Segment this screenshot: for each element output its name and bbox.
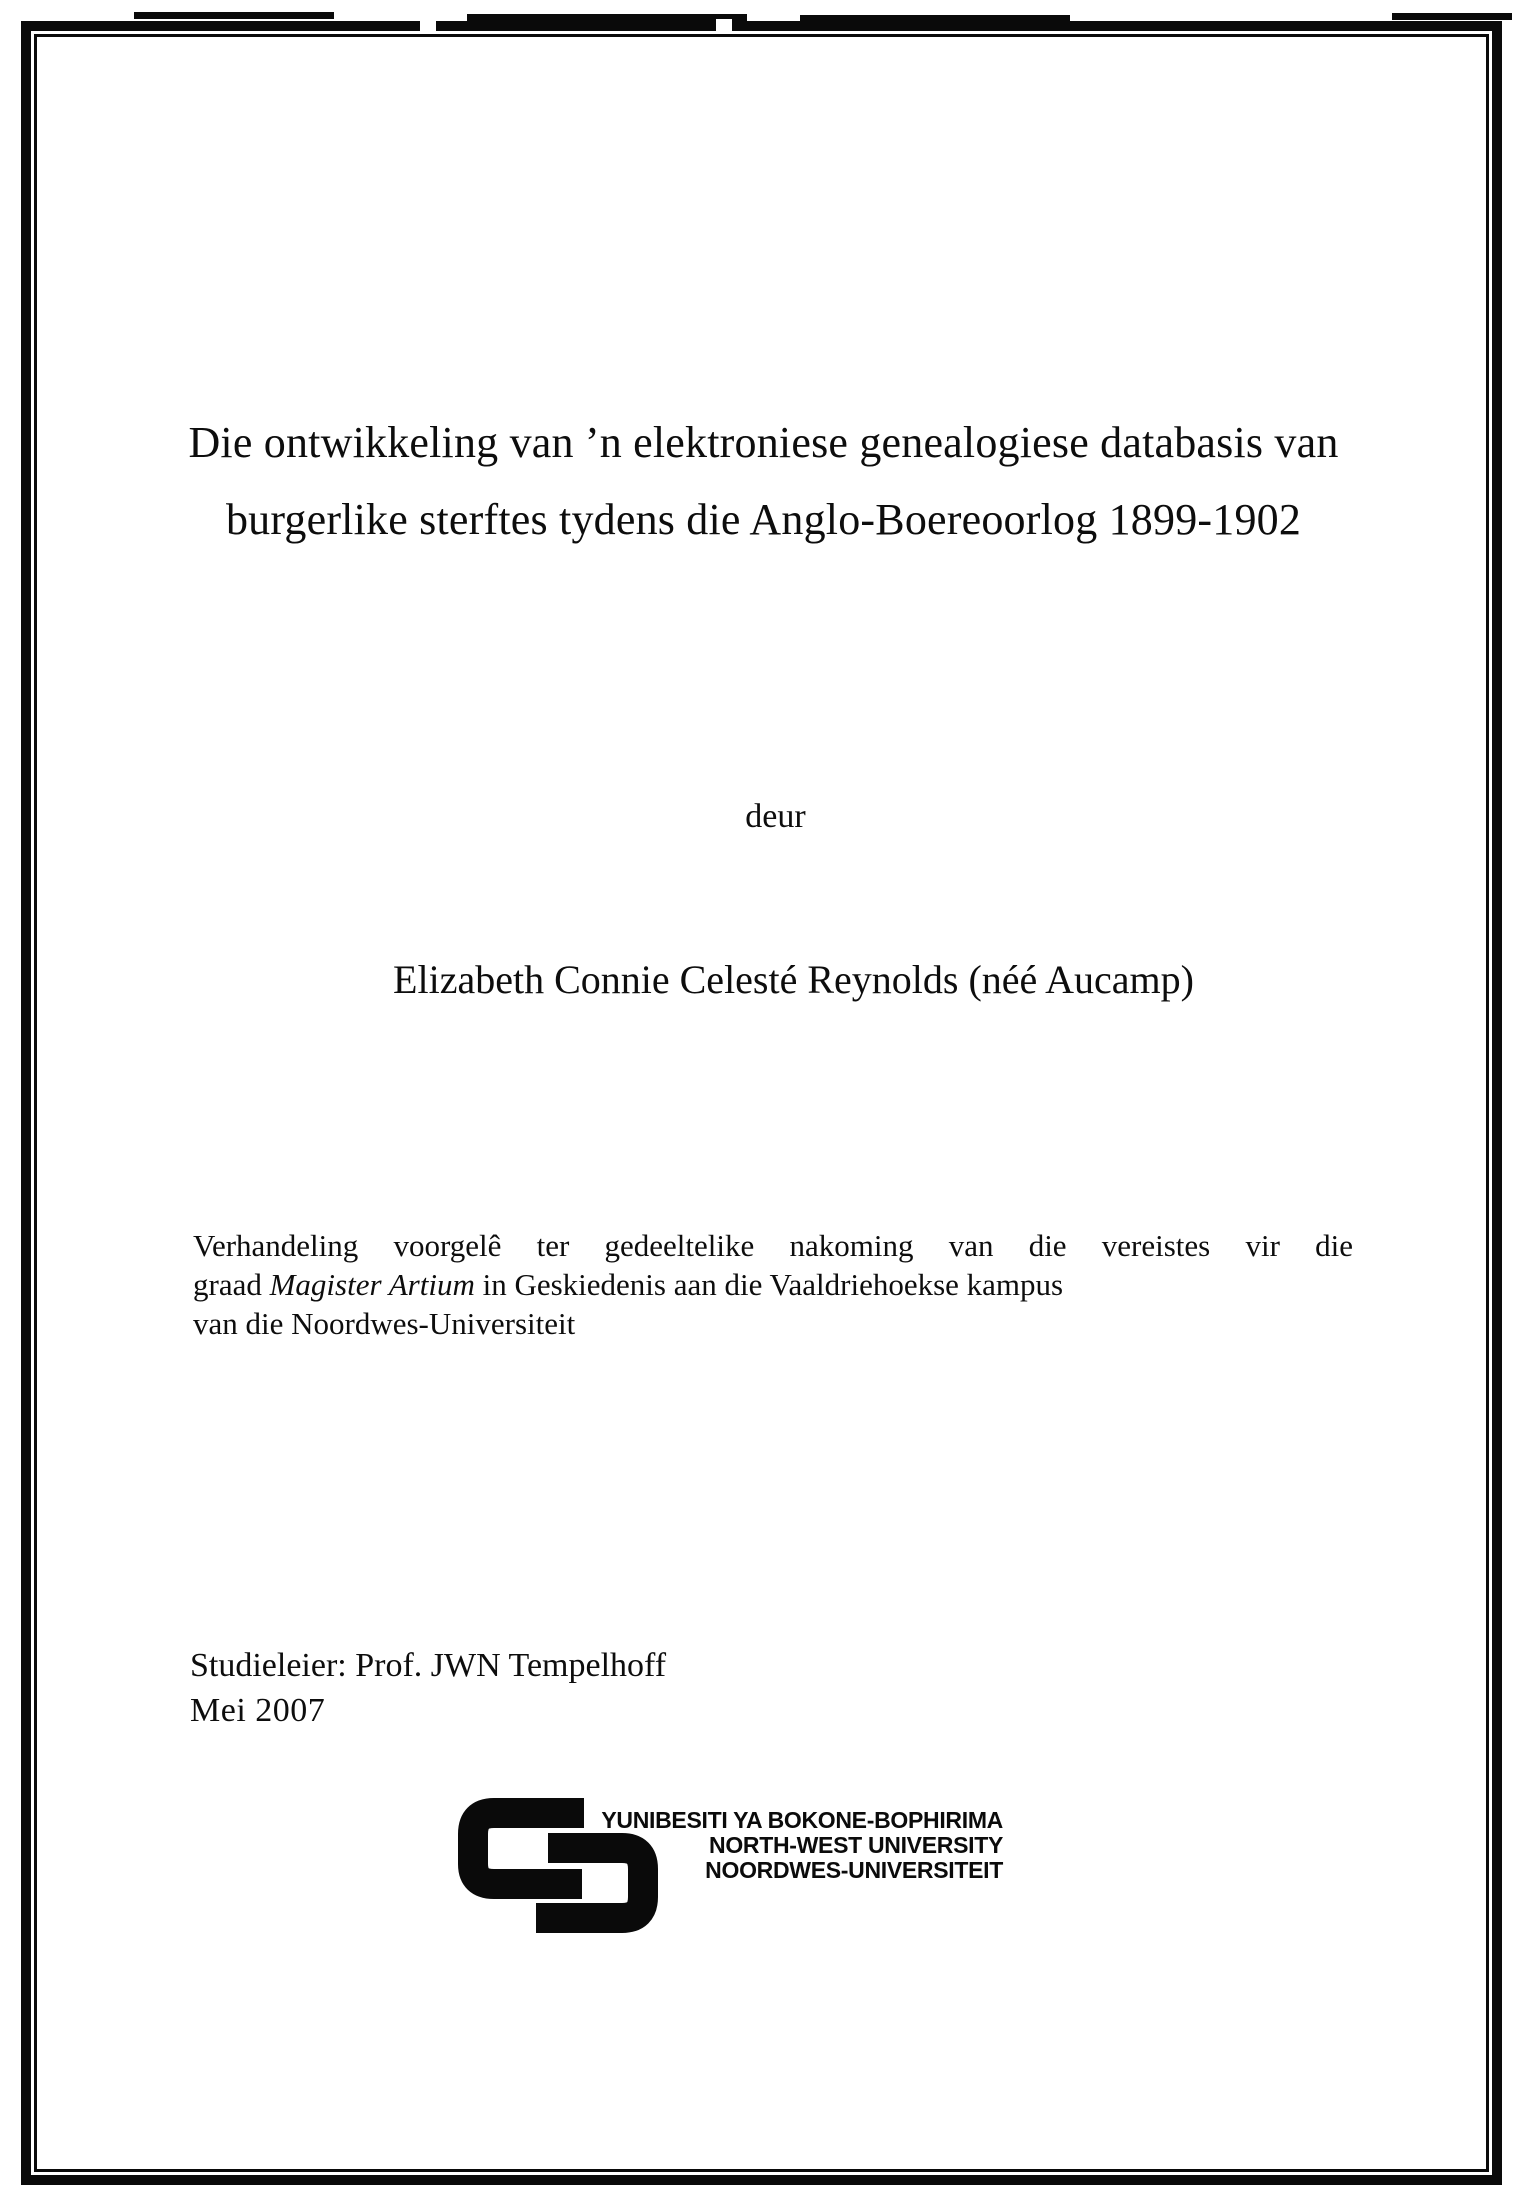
- university-logo-text: [581, 1808, 1003, 1883]
- scan-artifact: [420, 19, 436, 31]
- scan-artifact: [467, 14, 747, 21]
- scan-artifact: [716, 19, 732, 31]
- byline: deur: [745, 798, 806, 835]
- university-logo: [458, 1798, 1018, 1938]
- submission-statement: [193, 1226, 1353, 1343]
- statement-line-3: van die Noordwes-Universiteit: [193, 1306, 576, 1341]
- logo-text-line-2: NORTH-WEST UNIVERSITY: [709, 1832, 1003, 1858]
- scan-artifact: [134, 12, 334, 19]
- thesis-title-line-2: burgerlike sterftes tydens die Anglo-Boereoorlog 1899-1902: [225, 495, 1302, 544]
- thesis-title-line-1: Die ontwikkeling van ’n elektroniese genealogiese databasis van: [188, 418, 1339, 467]
- logo-text-line-3: NOORDWES-UNIVERSITEIT: [705, 1857, 1003, 1883]
- degree-name: Magister Artium: [269, 1267, 475, 1302]
- logo-text-line-1: YUNIBESITI YA BOKONE-BOPHIRIMA: [601, 1807, 1003, 1833]
- author-name: Elizabeth Connie Celesté Reynolds (néé Aucamp): [393, 957, 1194, 1002]
- statement-line-2-suffix: in Geskiedenis aan die Vaaldriehoekse kampus: [474, 1267, 1064, 1302]
- thesis-title: [60, 404, 1467, 558]
- supervisor-block: [190, 1643, 666, 1733]
- statement-line-2: [193, 1265, 1353, 1304]
- statement-line-1: Verhandeling voorgelê ter gedeeltelike nakoming van die vereistes vir die: [193, 1228, 1353, 1263]
- date-line: Mei 2007: [190, 1692, 326, 1729]
- supervisor-line: Studieleier: Prof. JWN Tempelhoff: [190, 1647, 667, 1684]
- statement-line-2-prefix: graad: [193, 1267, 270, 1302]
- scan-artifact: [1392, 13, 1512, 20]
